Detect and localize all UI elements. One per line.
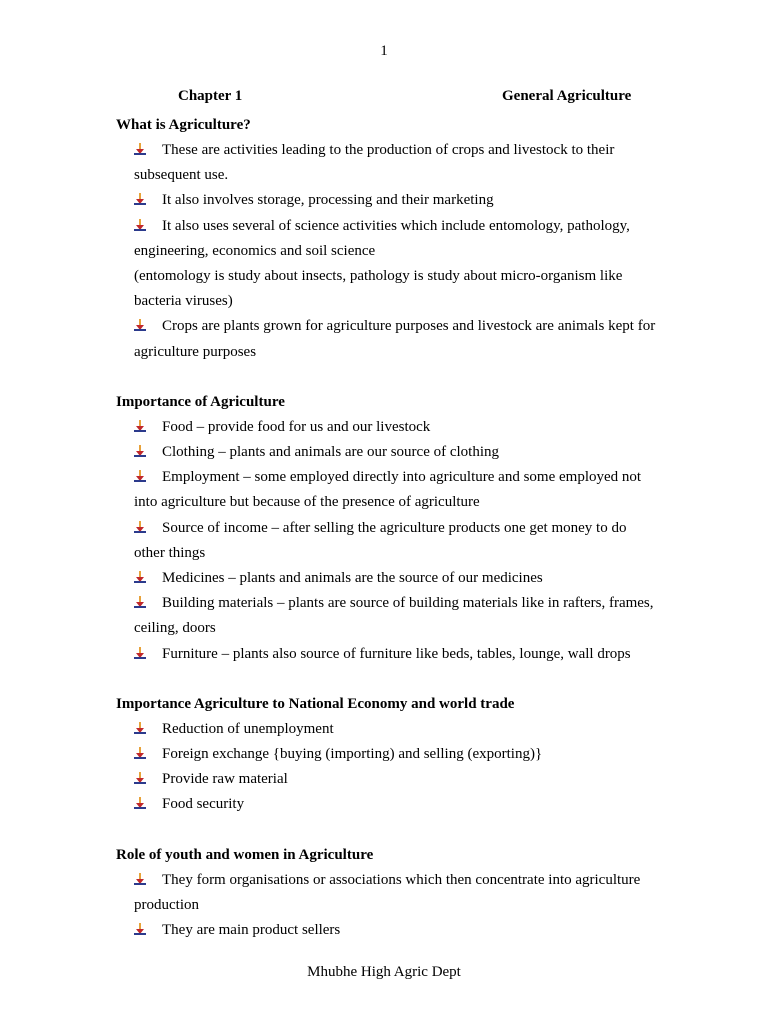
page-footer: Mhubhe High Agric Dept [307, 964, 461, 980]
arrow-bullet-icon [134, 743, 146, 755]
list-item [134, 767, 656, 792]
list-item [134, 642, 656, 667]
list-item-text: (entomology is study about insects, pathology is study about micro-organism like bacteria viruses) [134, 268, 623, 310]
page-number: 1 [380, 43, 388, 59]
list-item-text: Food – provide food for us and our livestock [162, 418, 431, 435]
list-item-text: Employment – some employed directly into agriculture and some employed not into agriculture but because of the presence of agriculture [134, 469, 642, 511]
arrow-bullet-icon [134, 718, 146, 730]
list-item-text: They are main product sellers [162, 922, 341, 939]
arrow-bullet-icon [134, 466, 146, 478]
list-item-text: Crops are plants grown for agriculture purposes and livestock are animals kept for agriculture purposes [134, 318, 656, 360]
arrow-bullet-icon [134, 793, 146, 805]
arrow-bullet-icon [134, 315, 146, 327]
list-item [134, 314, 656, 364]
arrow-bullet-icon [134, 567, 146, 579]
list-item-text: Reduction of unemployment [162, 720, 334, 737]
arrow-bullet-icon [134, 643, 146, 655]
arrow-bullet-icon [134, 215, 146, 227]
list-item-text: Clothing – plants and animals are our source of clothing [162, 444, 500, 461]
list-item [134, 717, 656, 742]
section-spacer [116, 818, 656, 843]
section-list [134, 415, 656, 667]
section-list [134, 138, 656, 365]
arrow-bullet-icon [134, 139, 146, 151]
section-heading: Role of youth and women in Agriculture [116, 846, 374, 863]
section-heading: Importance of Agriculture [116, 393, 285, 410]
list-item-text: Food security [162, 796, 245, 813]
document-body [116, 113, 656, 943]
chapter-subject: General Agriculture [502, 88, 632, 104]
list-item [134, 214, 656, 264]
list-item-text: Foreign exchange {buying (importing) and selling (exporting)} [162, 746, 543, 763]
arrow-bullet-icon [134, 768, 146, 780]
arrow-bullet-icon [134, 919, 146, 931]
list-item [134, 868, 656, 918]
list-item [134, 591, 656, 641]
list-item [134, 440, 656, 465]
list-item [134, 138, 656, 188]
list-item-text: Source of income – after selling the agriculture products one get money to do other things [134, 519, 627, 561]
list-item-text: It also involves storage, processing and their marketing [162, 192, 494, 209]
arrow-bullet-icon [134, 189, 146, 201]
section-list [134, 717, 656, 818]
chapter-number: Chapter 1 [178, 88, 243, 104]
list-item-text: Medicines – plants and animals are the source of our medicines [162, 570, 543, 587]
list-item-text: These are activities leading to the production of crops and livestock to their subsequent use. [134, 142, 615, 184]
list-item-text: Provide raw material [162, 771, 288, 788]
list-item [134, 792, 656, 817]
list-item-text: They form organisations or associations which then concentrate into agriculture production [134, 871, 641, 913]
list-item-text: Building materials – plants are source of building materials like in rafters, frames, ceiling, doors [134, 595, 654, 637]
arrow-bullet-icon [134, 441, 146, 453]
list-item-text: Furniture – plants also source of furniture like beds, tables, lounge, wall drops [162, 645, 631, 662]
list-item [134, 465, 656, 515]
section-spacer [116, 365, 656, 390]
list-item [134, 188, 656, 213]
section-list [134, 868, 656, 944]
list-item [134, 566, 656, 591]
list-item [134, 742, 656, 767]
list-item-text: It also uses several of science activities which include entomology, pathology, engineering, economics and soil science [134, 217, 630, 259]
arrow-bullet-icon [134, 517, 146, 529]
section-heading: Importance Agriculture to National Economy and world trade [116, 695, 515, 712]
list-note [134, 264, 656, 314]
list-item [134, 415, 656, 440]
arrow-bullet-icon [134, 416, 146, 428]
section-heading: What is Agriculture? [116, 117, 251, 133]
arrow-bullet-icon [134, 592, 146, 604]
list-item [134, 918, 656, 943]
section-spacer [116, 667, 656, 692]
arrow-bullet-icon [134, 869, 146, 881]
list-item [134, 516, 656, 566]
